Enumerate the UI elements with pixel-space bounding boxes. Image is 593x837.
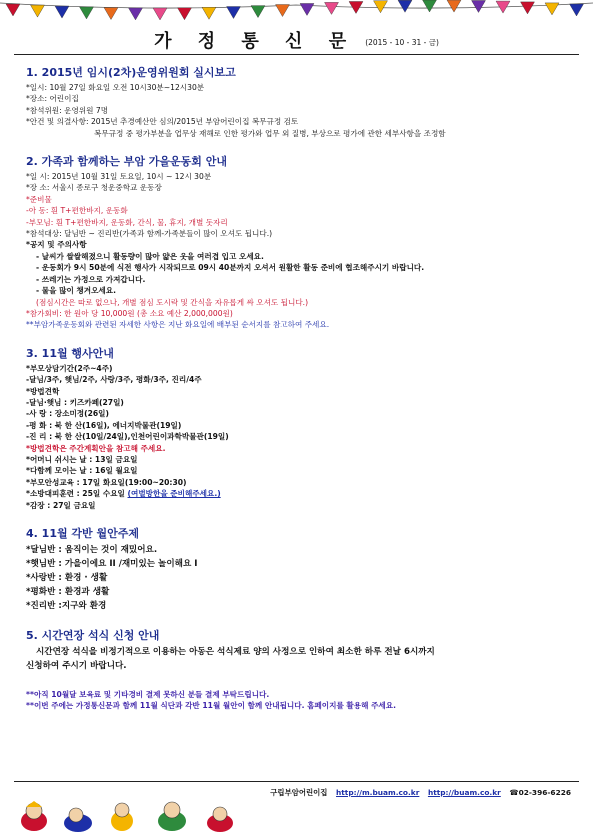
text-line: *안건 및 의결사항: 2015년 추경예산안 심의/2015년 부암어린이집 복무규정 검토 bbox=[26, 117, 299, 127]
bunting-flag bbox=[80, 7, 94, 19]
text-line: *장 소: 서울시 종로구 청운중학교 운동장 bbox=[26, 183, 162, 193]
text-line: *일 시: 2015년 10월 31일 토요일, 10시 ~ 12시 30분 bbox=[26, 172, 212, 182]
bunting-flag bbox=[178, 8, 192, 20]
text-line: *햇님반 : 가을이에요 II /재미있는 놀이해요 I bbox=[26, 559, 198, 569]
text-line: *방법견학은 주간계획안을 참고해 주세요. bbox=[26, 443, 166, 453]
note-line: **아직 10월달 보육료 및 기타경비 결제 못하신 분들 결제 부탁드립니다. bbox=[26, 690, 270, 699]
bunting-flag bbox=[570, 4, 584, 16]
phone-number: ☎02-396-6226 bbox=[509, 788, 571, 797]
footer-contact bbox=[270, 787, 571, 798]
section-heading: 5. 시간연장 석식 신청 안내 bbox=[26, 629, 160, 642]
bunting-flag bbox=[447, 0, 461, 12]
title-divider bbox=[14, 54, 579, 55]
text-line: - 날씨가 쌀쌀해졌으니 활동량이 많아 얇은 옷을 여러겹 입고 오세요. bbox=[36, 251, 264, 261]
text-line: *부모안성교육 : 17일 화요일(19:00~20:30) bbox=[26, 477, 187, 487]
text-line: -사 랑 : 장소미정(26일) bbox=[26, 409, 109, 419]
text-line: **부암가족운동회와 관련된 자세한 사항은 지난 화요일에 배부된 순서지를 참고하여 주세요. bbox=[26, 320, 330, 330]
bunting-flag bbox=[6, 4, 20, 16]
text-line: *장소: 어린이집 bbox=[26, 94, 79, 104]
text-line: *사랑반 : 환경 · 생활 bbox=[26, 573, 108, 583]
character-illustration bbox=[58, 803, 98, 833]
text-line: -달님·햇님 : 키즈카페(27일) bbox=[26, 397, 124, 407]
section-november-events bbox=[26, 345, 571, 511]
bunting-flag bbox=[325, 2, 339, 14]
bunting-flag bbox=[251, 6, 265, 18]
footer-name: 구립부암어린이집 bbox=[270, 788, 328, 797]
title-row bbox=[0, 27, 593, 53]
bunting-flag bbox=[153, 8, 167, 20]
text-line: - 운동회가 9시 50분에 식전 행사가 시작되므로 09시 40분까지 오셔서 원활한 활동 준비에 협조해주시기 바랍니다. bbox=[36, 263, 425, 273]
section-dinner-extension bbox=[26, 627, 571, 673]
text-line: 시간연장 석식을 비정기적으로 이용하는 아동은 석식제료 양의 사정으로 인하여 최소한 하루 전날 6시까지 bbox=[36, 647, 435, 657]
character-illustration bbox=[14, 799, 54, 833]
text-span: (여벌방한을 준비해주세요.) bbox=[127, 489, 221, 499]
text-line: *달님반 : 움직이는 것이 재밌어요. bbox=[26, 545, 158, 555]
bunting-flag bbox=[202, 7, 216, 19]
bunting-flag bbox=[472, 0, 486, 12]
text-line: *참가회비: 한 원아 당 10,000원 (총 소요 예산 2,000,000원) bbox=[26, 308, 233, 318]
bunting-flag bbox=[227, 7, 241, 19]
bunting-flag bbox=[129, 8, 143, 20]
bunting-decoration bbox=[0, 0, 593, 22]
section-heading: 3. 11월 행사안내 bbox=[26, 346, 114, 360]
bunting-flag bbox=[545, 3, 559, 15]
text-line: - 쓰레기는 가정으로 가져갑니다. bbox=[36, 274, 146, 284]
character-illustration bbox=[150, 799, 194, 833]
text-line: *참석대상: 달님반 ~ 진리반(가족과 함께-가족분들이 많이 오셔도 됩니다.) bbox=[26, 229, 273, 239]
text-line: *어머니 쉬시는 날 : 13일 금요일 bbox=[26, 454, 138, 464]
bunting-flag bbox=[31, 5, 45, 17]
text-line: -평 화 : 북 한 산(16일), 에너지박물관(19일) bbox=[26, 420, 182, 430]
section-monthly-themes bbox=[26, 525, 571, 613]
note-line: **이번 주에는 가정통신문과 함께 11월 식단과 각반 11월 월안이 함께 안내됩니다. 홈페이지를 활용해 주세요. bbox=[26, 701, 396, 711]
text-line: *일시: 10월 27일 화요일 오전 10시30분~12시30분 bbox=[26, 83, 205, 92]
text-line: -아 동: 흰 T+편한바지, 운동화 bbox=[26, 206, 128, 216]
issue-date: (2015 - 10 - 31 - 금) bbox=[365, 38, 439, 47]
notes bbox=[26, 689, 571, 712]
bunting-flag bbox=[423, 0, 437, 12]
text-line: -달님/3주, 햇님/2주, 사랑/3주, 평화/3주, 진리/4주 bbox=[26, 375, 202, 385]
character-illustration bbox=[104, 799, 140, 833]
section-heading: 2. 가족과 함께하는 부암 가을운동회 안내 bbox=[26, 155, 227, 169]
bunting-flag bbox=[276, 5, 290, 17]
bunting-flag bbox=[300, 3, 314, 15]
text-line: *공지 및 주의사항 bbox=[26, 240, 87, 250]
text-line: *부모상담기간(2주~4주) bbox=[26, 363, 113, 373]
section-sports-day bbox=[26, 153, 571, 331]
bunting-flag bbox=[521, 2, 535, 14]
text-line: *진리반 :지구와 환경 bbox=[26, 601, 107, 611]
section-operating-committee bbox=[26, 64, 571, 139]
text-line: *참석위원: 운영위원 7명 bbox=[26, 105, 109, 115]
text-line: *준비물 bbox=[26, 194, 52, 204]
homepage-link[interactable]: http://buam.co.kr bbox=[427, 788, 501, 797]
text-span: *소방대피훈련 : 25일 수요일 bbox=[26, 489, 128, 499]
text-line: 복무규정 중 평가부분을 업무상 재해로 인한 평가와 업무 외 질병, 부상으로 평가에 관한 세부사항을 조정함 bbox=[94, 128, 446, 138]
text-line bbox=[26, 488, 571, 499]
text-line: (점심시간은 따로 없으나, 개별 점심 도시락 및 간식을 자유롭게 싸 오셔도 됩니다.) bbox=[36, 297, 309, 307]
text-line: - 물을 많이 챙겨오세요. bbox=[36, 286, 116, 296]
mobile-site-link[interactable]: http://m.buam.co.kr bbox=[336, 788, 420, 797]
footer bbox=[0, 781, 593, 837]
text-line: *방법견학 bbox=[26, 386, 60, 396]
bunting-flag bbox=[104, 8, 118, 20]
text-line: -진 리 : 북 한 산(10일/24일),인천어린이과학박물관(19일) bbox=[26, 432, 229, 442]
section-heading: 4. 11월 각반 월안주제 bbox=[26, 527, 140, 540]
text-line: *다함께 모이는 날 : 16일 월요일 bbox=[26, 466, 138, 476]
bunting-flag bbox=[398, 0, 412, 12]
character-illustration bbox=[200, 803, 240, 833]
bunting-flag bbox=[374, 1, 388, 13]
section-heading: 1. 2015년 임시(2차)운영위원회 실시보고 bbox=[26, 66, 236, 79]
bunting-flag bbox=[55, 6, 69, 18]
text-line: -부모님: 흰 T+편한바지, 운동화, 간식, 물, 휴지, 개별 돗자리 bbox=[26, 217, 228, 227]
page-title: 가 정 통 신 문 bbox=[154, 31, 357, 52]
text-line: 신청하여 주시기 바랍니다. bbox=[26, 661, 127, 671]
text-line: *감장 : 27일 금요일 bbox=[26, 500, 96, 510]
document-body bbox=[26, 64, 571, 712]
text-line: *평화반 : 환경과 생활 bbox=[26, 587, 110, 597]
